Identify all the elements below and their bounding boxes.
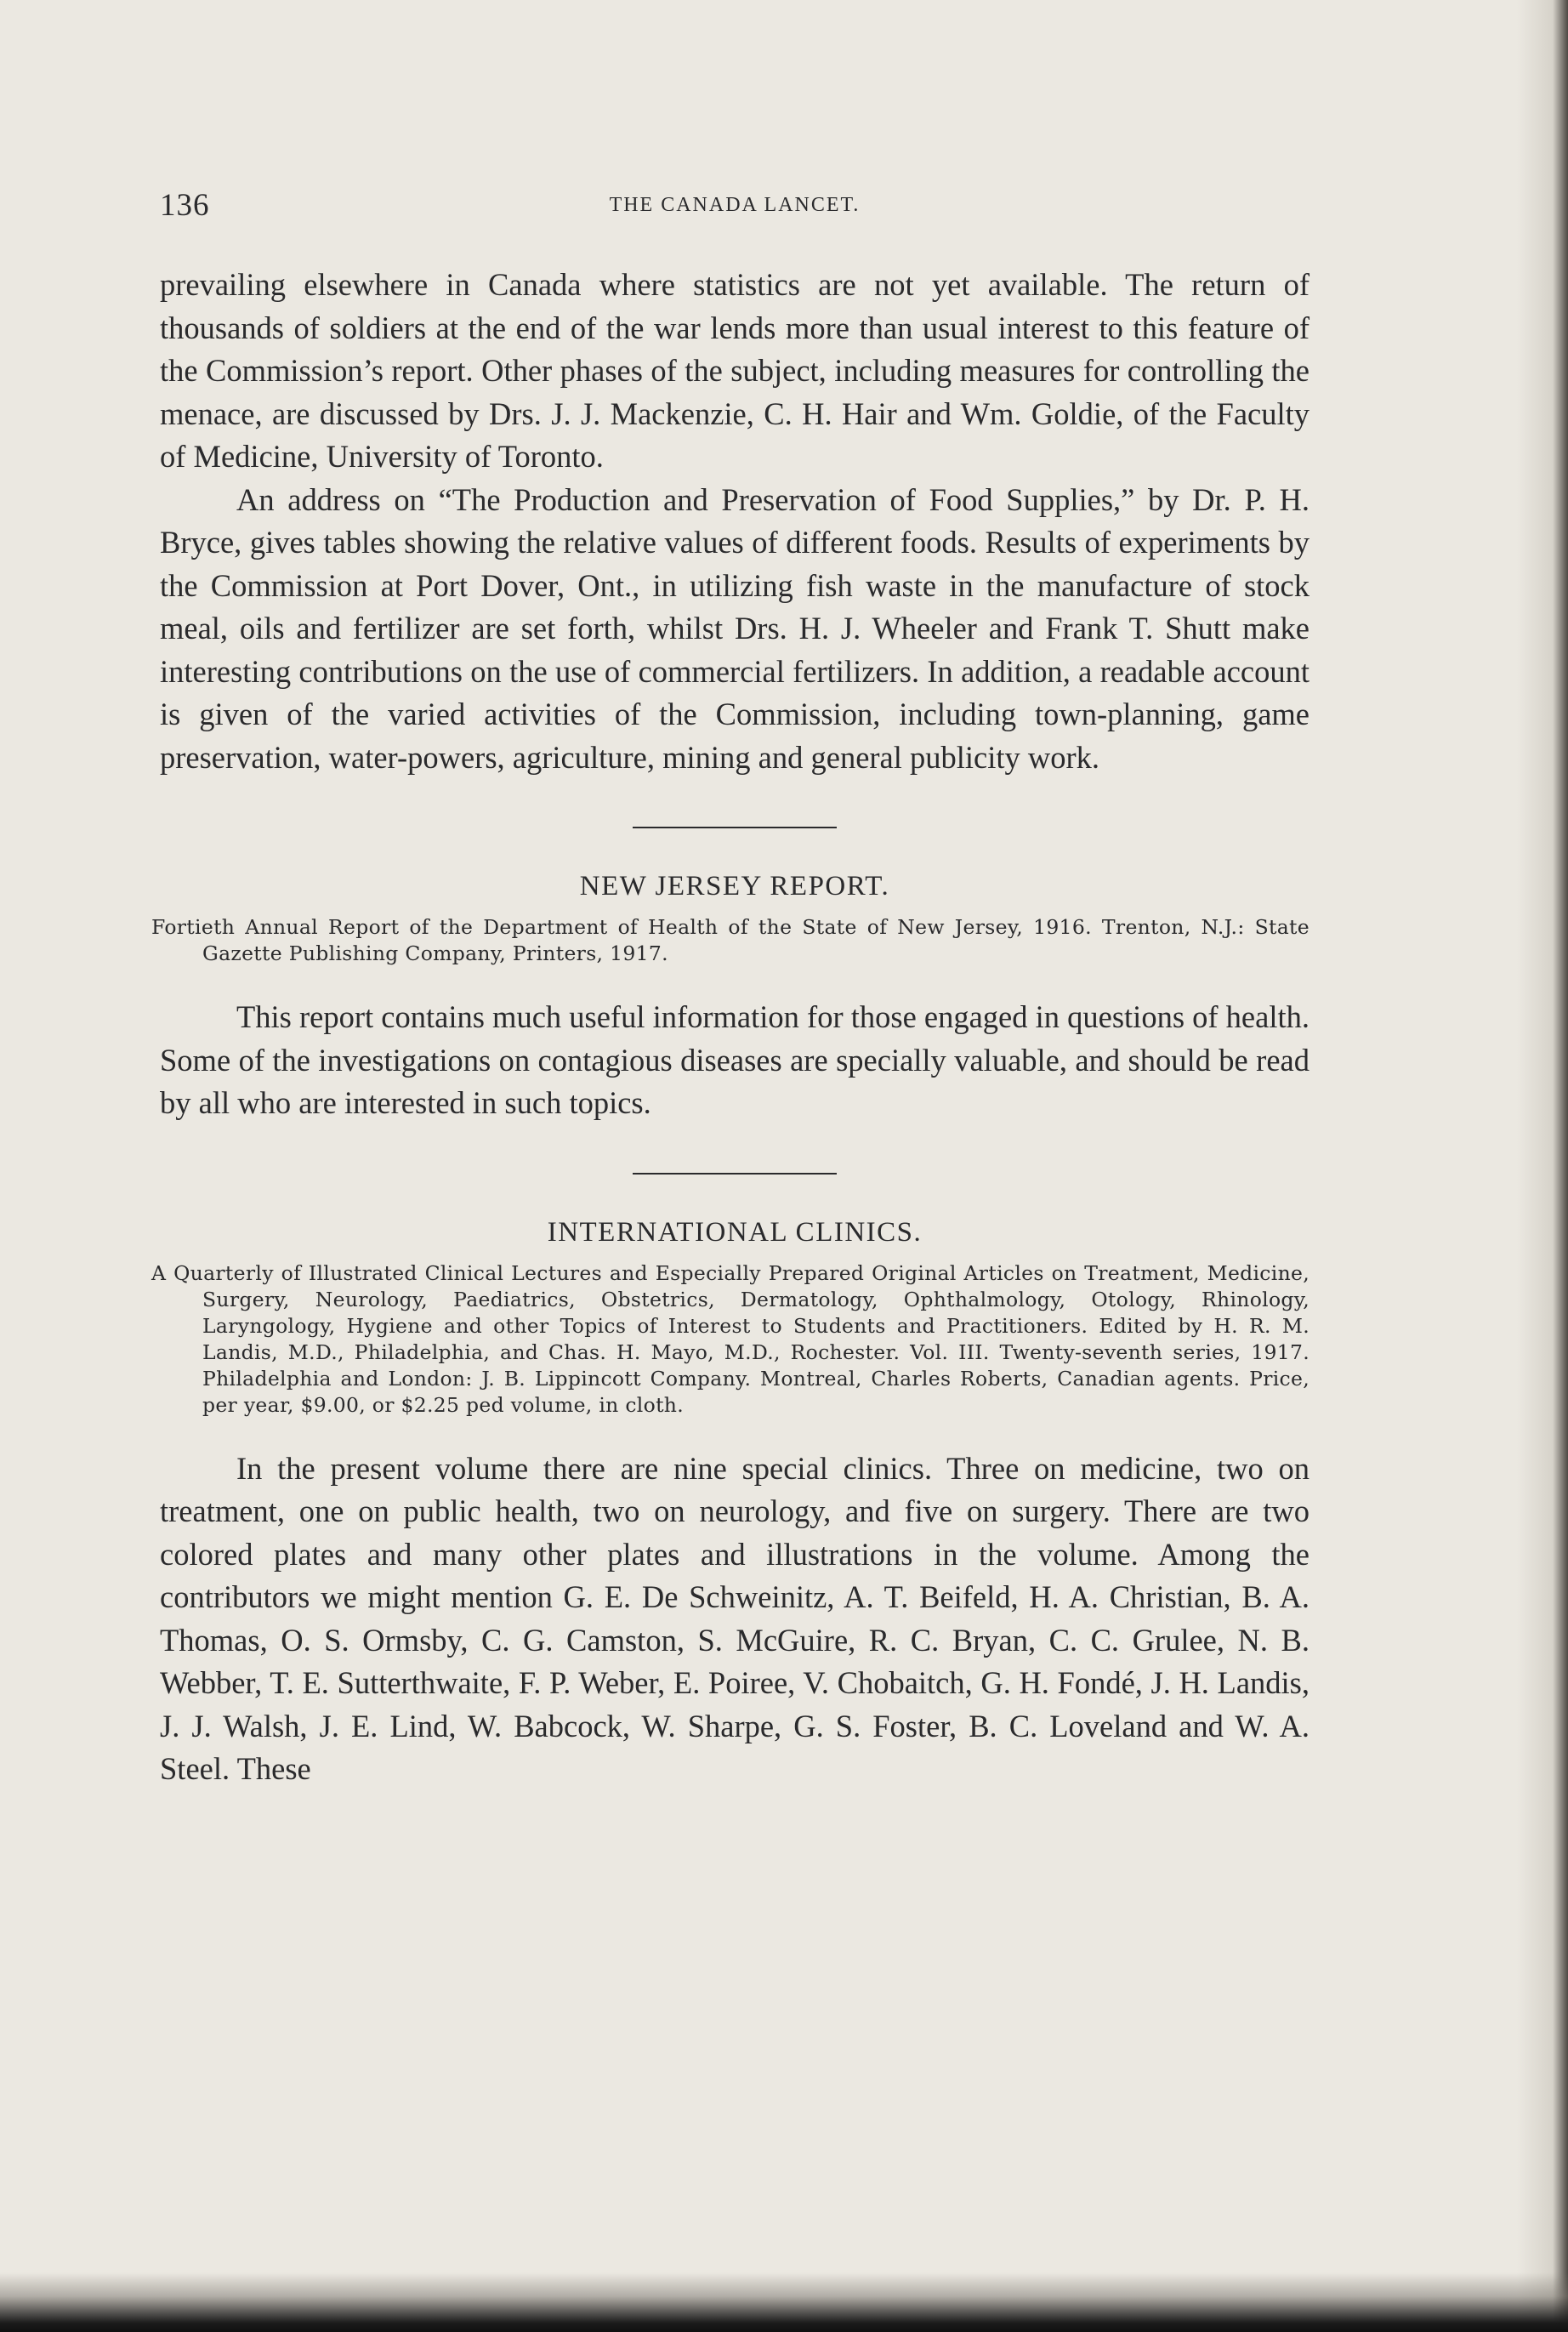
food-supplies-paragraph: An address on “The Production and Preservation of Food Supplies,” by Dr. P. H. Bryce, gives tables showing the relative values of different foods. Results of experiments by the Commission at Port Dover, Ont., in utilizing fish waste in the manufacture of stock meal, oils and fertilizer are set forth, whilst Drs. H. J. Wheeler and Frank T. Shutt make interesting contributions on the use of commercial fertilizers. In addition, a readable account is given of the varied activities of the Commission, including town-planning, game preservation, water-powers, agriculture, mining and general publicity work. bbox=[160, 481, 1310, 775]
section-divider bbox=[633, 1173, 837, 1175]
page-header bbox=[160, 187, 1310, 221]
continued-paragraph: prevailing elsewhere in Canada where statistics are not yet available. The return of thousands of soldiers at the end of the war lends more than usual interest to this feature of the Commission’s report. Other phases of the subject, including measures for controlling the menace, are discussed by Drs. J. J. Mackenzie, C. H. Hair and Wm. Goldie, of the Faculty of Medicine, University of Toronto. bbox=[160, 267, 1310, 474]
section-divider bbox=[633, 827, 837, 828]
clinics-review: In the present volume there are nine special clinics. Three on medicine, two on treatment, one on public health, two on neurology, and five on surgery. There are two colored plates and many other plates and illustrations in the volume. Among the contributors we might mention G. E. De Schweinitz, A. T. Beifeld, H. A. Christian, B. A. Thomas, O. S. Ormsby, C. G. Camston, S. McGuire, R. C. Bryan, C. C. Grulee, N. B. Webber, T. E. Sutterthwaite, F. P. Weber, E. Poiree, V. Chobaitch, G. H. Fondé, J. H. Landis, J. J. Walsh, J. E. Lind, W. Babcock, W. Sharpe, G. S. Foster, B. C. Loveland and W. A. Steel. These bbox=[160, 1450, 1310, 1786]
section-title-new-jersey: NEW JERSEY REPORT. bbox=[579, 871, 890, 902]
citation-new-jersey: Fortieth Annual Report of the Department of Health of the State of New Jersey, 1916. Trenton, N.J.: State Gazette Publishing Company, Printers, 1917. bbox=[151, 915, 1310, 965]
page-edge-shadow bbox=[1517, 0, 1568, 2332]
new-jersey-review: This report contains much useful information for those engaged in questions of health. Some of the investigations on contagious diseases are specially valuable, and should be read by all who are interested in such topics. bbox=[160, 999, 1310, 1120]
page-bottom-shadow bbox=[0, 2272, 1568, 2332]
section-title-clinics: INTERNATIONAL CLINICS. bbox=[547, 1216, 923, 1248]
page-number: 136 bbox=[160, 188, 210, 223]
citation-clinics: A Quarterly of Illustrated Clinical Lectures and Especially Prepared Original Articles on Treatment, Medicine, Surgery, Neurology, Paediatrics, Obstetrics, Dermatology, Ophthalmology, Otology, Rhinology, Laryngology, Hygiene and other Topics of Interest to Students and Practitioners. Edited by H. R. M. Landis, M.D., Philadelphia, and Chas. H. Mayo, M.D., Rochester. Vol. III. Twenty-seventh series, 1917. Philadelphia and London: J. B. Lippincott Company. Montreal, Charles Roberts, Canadian agents. Price, per year, $9.00, or $2.25 ped volume, in cloth. bbox=[151, 1260, 1310, 1417]
running-title: THE CANADA LANCET. bbox=[609, 194, 861, 216]
book-page bbox=[151, 187, 1310, 1791]
